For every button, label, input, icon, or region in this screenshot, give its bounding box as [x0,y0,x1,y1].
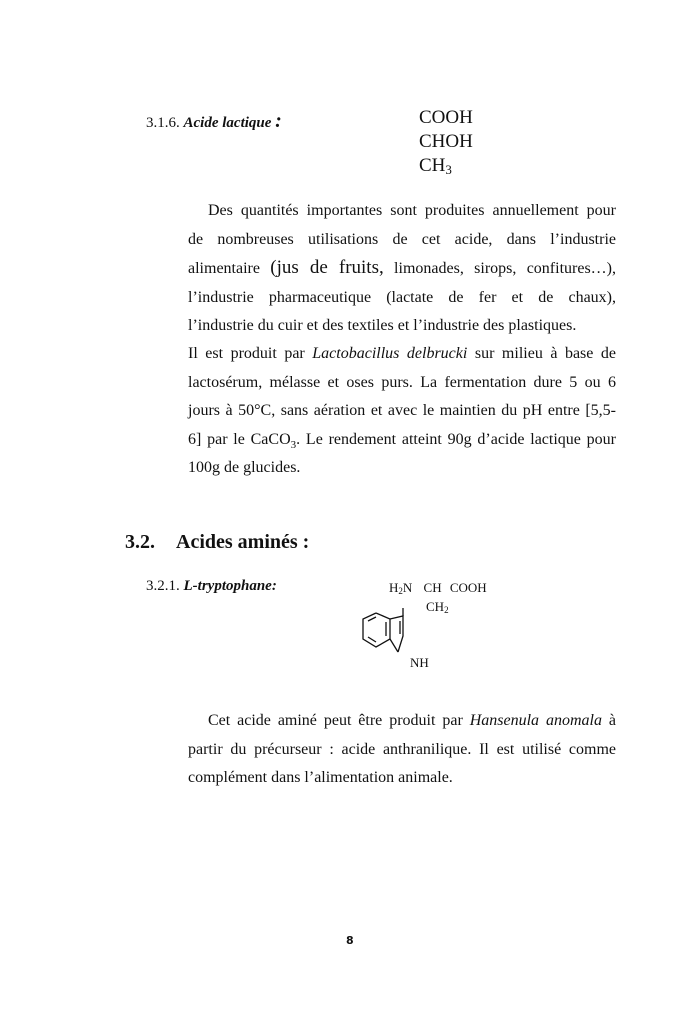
section-title: Acides aminés : [176,531,310,553]
amine-group: $H_2N$ [389,580,413,596]
subsection-number: 3.1.6. [146,115,180,131]
subsection-title: Acide lactique [183,115,272,131]
text-line: complément dans l’alimentation animale. [188,769,453,787]
formula-line-choh: CHOH [419,131,473,152]
organism-name: Lactobacillus delbrucki [312,345,468,362]
lactic-acid-formula [419,106,473,178]
text-line: de nombreuses utilisations de cet acide, dans l’industrie [188,230,616,248]
paragraph-lactic-uses [188,197,616,341]
section-heading-32 [125,531,309,554]
ch2-group: $CH_2$ [426,599,449,615]
text-line: l’industrie du cuir et des textiles et l’industrie des plastiques. [188,317,577,335]
text-line: lactosérum, mélasse et oses purs. La fermentation dure 5 ou 6 [188,373,616,391]
text-line: Cet acide aminé peut être produit par Hansenula anomala à [208,712,617,729]
heading-colon: : [275,110,282,132]
section-number: 3.2. [125,531,155,553]
text-line: partir du précurseur : acide anthranilique. Il est utilisé comme [188,740,616,758]
paragraph-tryptophan [188,707,616,793]
subsection-number: 3.2.1. [146,578,180,594]
formula-line-cooh: COOH [419,107,473,128]
subsection-heading-316 [146,110,282,133]
tryptophan-top-label [389,580,487,596]
text-line: 100g de glucides. [188,459,301,477]
subsection-heading-321 [146,578,277,595]
text-line: Il est produit par Lactobacillus delbrucki sur milieu à base de [188,345,617,362]
organism-name: Hansenula anomala [469,712,602,729]
pyrrole-ring [390,616,403,652]
formula-line-ch3: $CH_3$ [419,155,452,177]
text-line: jours à 50°C, sans aération et avec le maintien du pH entre [5,5- [188,402,616,420]
page-number: 8 [346,934,354,947]
text-line: Des quantités importantes sont produites annuellement pour [208,202,616,219]
subsection-title: L-tryptophane: [183,578,277,594]
text-line: l’industrie pharmaceutique (lactate de fer et de chaux), [188,288,616,306]
ch-group: CH [423,580,442,595]
paragraph-lactic-production [188,340,616,483]
text-line: 6] par le CaCO$_3$. Le rendement atteint 90g d’acide lactique pour [188,430,616,451]
carboxyl-group: COOH [449,580,487,595]
nh-group: NH [410,655,429,670]
text-line: alimentaire (jus de fruits, limonades, sirops, confitures…), [188,257,617,279]
